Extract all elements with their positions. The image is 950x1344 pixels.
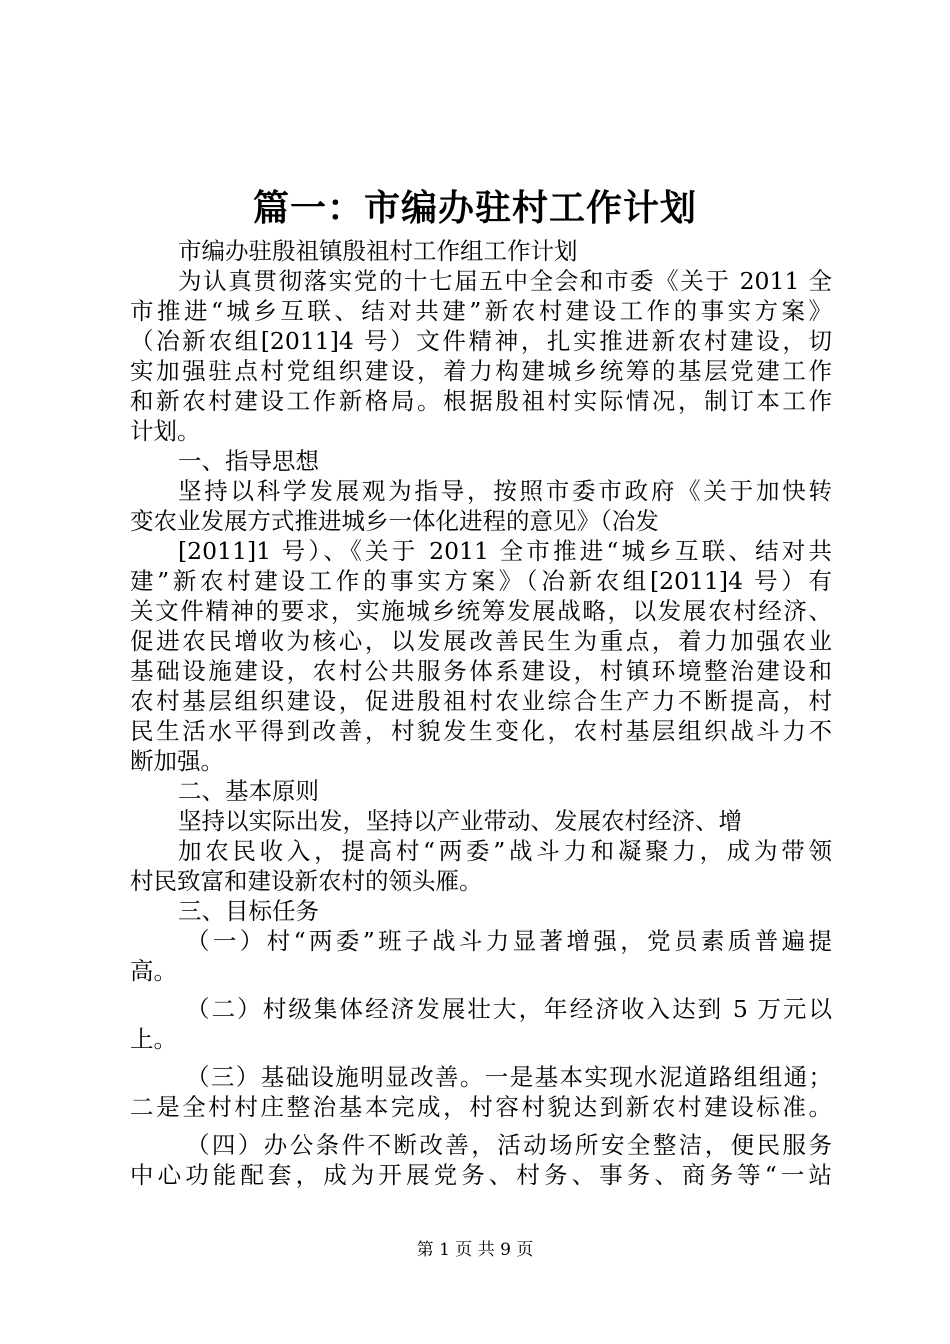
section-heading: 一、指导思想 (178, 447, 319, 475)
paragraph-line: 促进农民增收为核心，以发展改善民生为重点，着力加强农业 (130, 627, 832, 655)
list-item-line: 高。 (130, 957, 177, 985)
list-item-line: （二）村级集体经济发展壮大，年经济收入达到 5 万元以 (186, 995, 833, 1023)
paragraph-line: 农村基层组织建设，促进殷祖村农业综合生产力不断提高，村 (130, 687, 832, 715)
document-body (130, 236, 832, 1190)
paragraph-line: 基础设施建设，农村公共服务体系建设，村镇环境整治建设和 (130, 657, 832, 685)
paragraph-line: （冶新农组[2011]4 号）文件精神，扎实推进新农村建设，切 (130, 327, 832, 355)
paragraph-line: 村民致富和建设新农村的领头雁。 (130, 867, 483, 895)
paragraph-line: 计划。 (130, 417, 201, 445)
list-item-line: 二是全村村庄整治基本完成，村容村貌达到新农村建设标准。 (130, 1093, 832, 1121)
list-item-line: （一）村“两委”班子战斗力显著增强，党员素质普遍提 (186, 927, 832, 955)
paragraph-line: [2011]1 号）、《关于 2011 全市推进“城乡互联、结对共 (178, 537, 832, 565)
paragraph-line: 民生活水平得到改善，村貌发生变化，农村基层组织战斗力不 (130, 717, 832, 745)
section-heading: 三、目标任务 (178, 897, 319, 925)
paragraph-line: 和新农村建设工作新格局。根据殷祖村实际情况，制订本工作 (130, 387, 832, 415)
paragraph-line: 断加强。 (130, 747, 224, 775)
list-item-line: 中心功能配套，成为开展党务、村务、事务、商务等“一站 (130, 1161, 832, 1189)
paragraph-line: 变农业发展方式推进城乡一体化进程的意见》（冶发 (130, 507, 659, 535)
paragraph-line: 坚持以科学发展观为指导，按照市委市政府《关于加快转 (178, 477, 832, 505)
paragraph-line: 坚持以实际出发，坚持以产业带动、发展农村经济、增 (178, 807, 742, 835)
paragraph-line: 建”新农村建设工作的事实方案》（冶新农组[2011]4 号）有 (130, 567, 832, 595)
paragraph-line: 实加强驻点村党组织建设，着力构建城乡统筹的基层党建工作 (130, 357, 832, 385)
list-item-line: （三）基础设施明显改善。一是基本实现水泥道路组组通； (186, 1063, 832, 1091)
list-item-line: （四）办公条件不断改善，活动场所安全整洁，便民服务 (186, 1131, 832, 1159)
page-number-footer: 第 1 页 共 9 页 (416, 1240, 534, 1260)
list-item-line: 上。 (130, 1025, 177, 1053)
section-heading: 二、基本原则 (178, 777, 319, 805)
subtitle-line: 市编办驻殷祖镇殷祖村工作组工作计划 (178, 237, 578, 265)
paragraph-line: 加农民收入，提高村“两委”战斗力和凝聚力，成为带领 (178, 837, 832, 865)
paragraph-line: 关文件精神的要求，实施城乡统筹发展战略，以发展农村经济、 (130, 597, 832, 625)
document-title: 篇一：市编办驻村工作计划 (252, 187, 697, 229)
paragraph-line: 市推进“城乡互联、结对共建”新农村建设工作的事实方案》 (130, 297, 832, 325)
paragraph-line: 为认真贯彻落实党的十七届五中全会和市委《关于 2011 全 (178, 267, 832, 295)
